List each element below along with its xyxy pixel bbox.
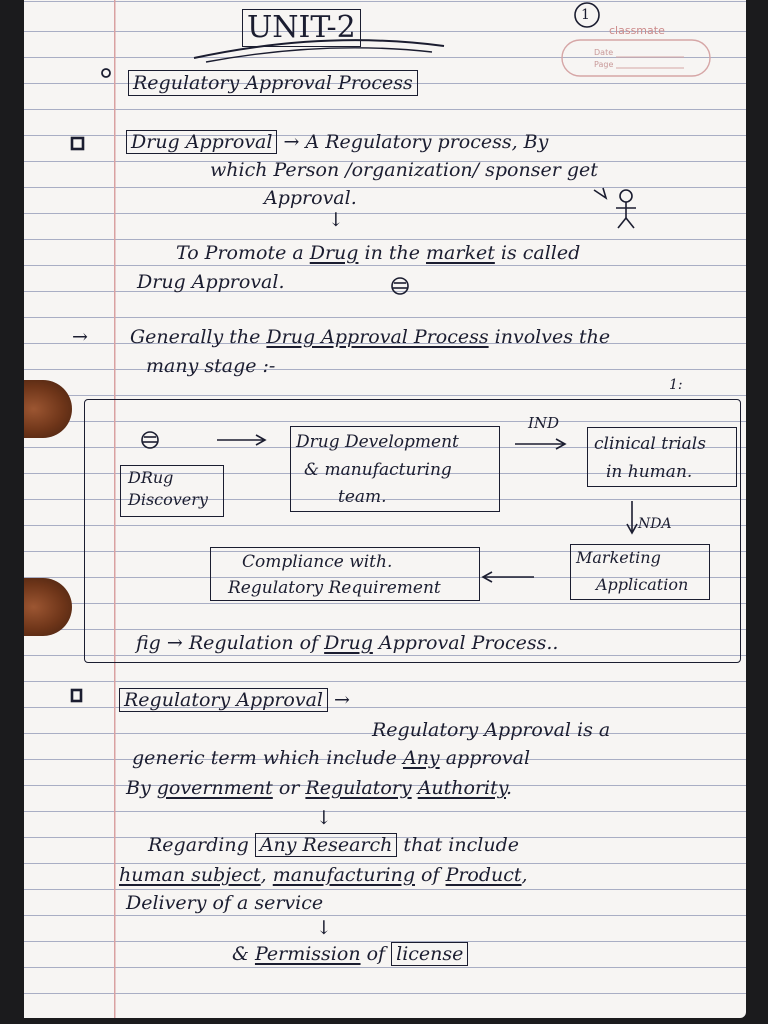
underlined-permission: Permission xyxy=(254,943,361,965)
checkbox-drug-approval xyxy=(72,138,83,149)
text-fragment: Approval Process.. xyxy=(372,632,559,654)
development-line-3: team. xyxy=(338,487,387,507)
drug-approval-term: Drug Approval xyxy=(126,130,277,154)
text-fragment: approval xyxy=(439,747,531,769)
regulatory-line-1: Regulatory Approval is a xyxy=(372,719,611,741)
text-fragment: Generally the xyxy=(130,326,267,348)
underlined-manufacturing: manufacturing xyxy=(272,864,415,886)
regulatory-line-0 xyxy=(119,688,350,712)
arrow-icon: → xyxy=(283,131,300,153)
unit-title: UNIT-2 xyxy=(242,9,361,47)
brand-label: classmate xyxy=(609,24,665,37)
text-fragment: that include xyxy=(397,834,519,856)
text-fragment: To Promote a xyxy=(176,242,310,264)
text-fragment: of xyxy=(415,864,446,886)
regulatory-approval-term: Regulatory Approval xyxy=(119,688,328,712)
colon-mark: 1: xyxy=(669,377,683,393)
drug-approval-line-4 xyxy=(176,241,580,265)
underlined-market: market xyxy=(426,242,495,264)
marketing-line-1: Marketing xyxy=(576,548,661,567)
text-fragment: of xyxy=(360,943,392,965)
text-fragment: is called xyxy=(494,242,581,264)
drug-approval-def-1: A Regulatory process, By xyxy=(305,131,549,153)
regulatory-line-4 xyxy=(148,833,519,857)
text-fragment: involves the xyxy=(488,326,611,348)
section-bullet xyxy=(102,69,110,77)
underlined-process: Drug Approval Process xyxy=(266,326,489,348)
text-fragment: Regarding xyxy=(148,834,255,856)
underlined-human-subject: human subject xyxy=(119,864,261,886)
regulatory-line-3 xyxy=(126,776,512,800)
arrow-icon: → xyxy=(72,326,88,348)
drug-approval-line-3: Approval. xyxy=(264,187,357,209)
boxed-any-research: Any Research xyxy=(255,833,398,857)
discovery-line-1: DRug xyxy=(128,468,174,487)
boxed-license: license xyxy=(391,942,468,966)
date-page-box xyxy=(562,40,710,76)
arrow-down-icon: ↓ xyxy=(328,209,344,231)
regulatory-line-7 xyxy=(232,942,468,966)
development-line-2: & manufacturing xyxy=(304,460,452,480)
underlined-product: Product xyxy=(445,864,522,886)
drug-approval-line-5: Drug Approval. xyxy=(137,271,285,293)
stages-line-2: many stage :- xyxy=(146,355,276,377)
caption-prefix: fig → xyxy=(136,632,183,654)
development-line-1: Drug Development xyxy=(296,432,459,452)
text-fragment: or xyxy=(272,777,306,799)
text-fragment: & xyxy=(232,943,255,965)
stick-figure-icon xyxy=(594,188,636,228)
figure-caption xyxy=(136,631,558,655)
text-fragment: in the xyxy=(358,242,427,264)
label-nda: NDA xyxy=(638,516,672,532)
arrow-down-icon: ↓ xyxy=(316,917,332,939)
checkbox-regulatory-approval xyxy=(72,690,81,701)
marketing-line-2: Application xyxy=(596,575,689,594)
regulatory-line-6: Delivery of a service xyxy=(126,892,324,914)
underlined-drug: Drug xyxy=(309,242,359,264)
text-fragment: , xyxy=(260,864,273,886)
notebook-page xyxy=(24,0,746,1018)
section-title: Regulatory Approval Process xyxy=(128,70,418,96)
clinical-line-2: in human. xyxy=(606,462,693,482)
underlined-authority: Authority xyxy=(417,777,506,799)
drug-approval-line-1 xyxy=(126,130,548,154)
underlined-drug: Drug xyxy=(324,632,373,654)
text-fragment: By xyxy=(126,777,157,799)
drug-approval-line-2: which Person /organization/ sponser get xyxy=(210,159,598,181)
text-fragment: Regulation of xyxy=(188,632,325,654)
compliance-line-1: Compliance with. xyxy=(242,552,393,572)
underlined-government: government xyxy=(156,777,273,799)
date-label: Date xyxy=(594,48,614,57)
pill-icon xyxy=(392,278,408,294)
stages-line-1 xyxy=(130,325,610,349)
text-fragment: generic term which include xyxy=(132,747,403,769)
page-label: Page xyxy=(594,60,614,69)
arrow-down-icon: ↓ xyxy=(316,807,332,829)
text-fragment: , xyxy=(521,864,528,886)
regulatory-line-2 xyxy=(132,746,530,770)
arrow-icon: → xyxy=(334,689,350,711)
regulatory-line-5 xyxy=(119,863,528,887)
clinical-line-1: clinical trials xyxy=(594,434,706,454)
underlined-any: Any xyxy=(402,747,440,769)
compliance-line-2: Regulatory Requirement xyxy=(228,578,441,598)
label-ind: IND xyxy=(528,414,560,432)
page-number: 1 xyxy=(581,7,590,23)
discovery-line-2: Discovery xyxy=(128,490,208,509)
text-fragment: . xyxy=(505,777,513,799)
underlined-regulatory: Regulatory xyxy=(305,777,412,799)
